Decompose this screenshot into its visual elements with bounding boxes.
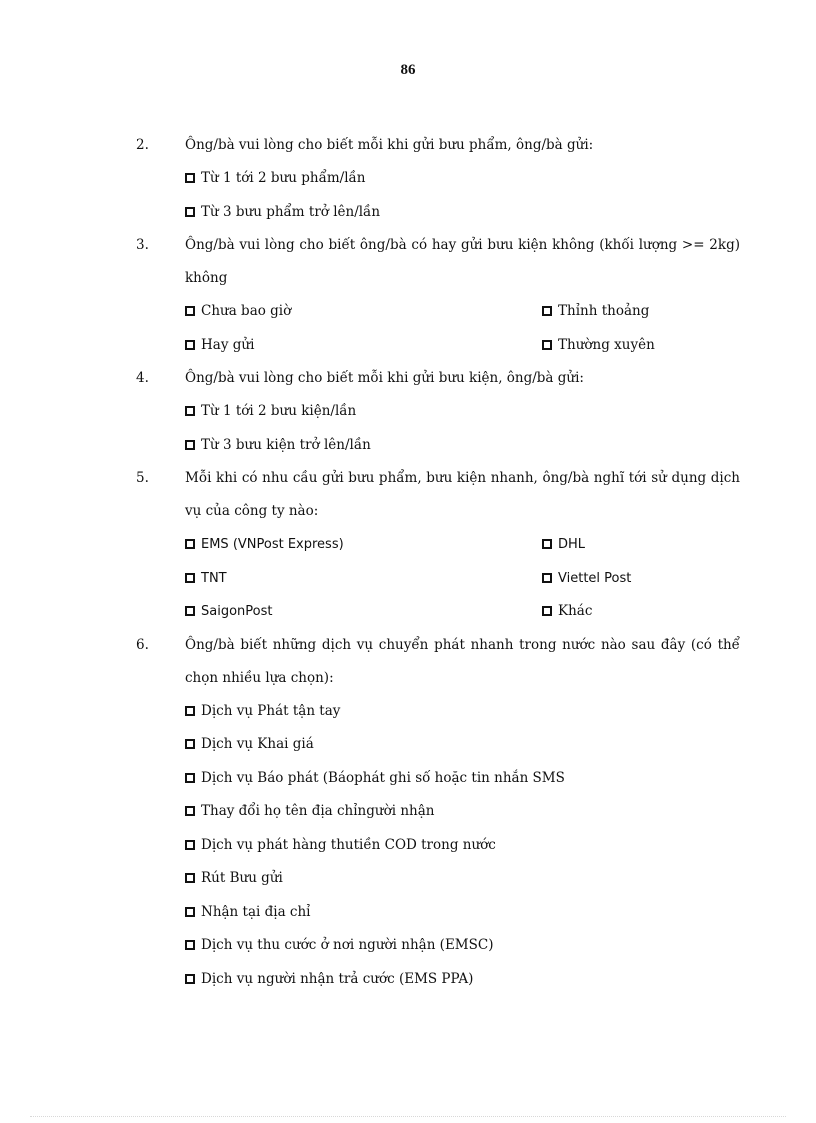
question-text: Ông/bà vui lòng cho biết mỗi khi gửi bưu kiện, ông/bà gửi: — [185, 370, 584, 386]
checkbox-icon[interactable] — [542, 573, 552, 583]
option-label: Khác — [558, 603, 593, 619]
checkbox-icon[interactable] — [185, 974, 195, 984]
question-number: 2. — [136, 137, 149, 153]
option-label: Dịch vụ phát hàng thutiền COD trong nước — [201, 836, 496, 853]
checkbox-icon[interactable] — [185, 573, 195, 583]
option[interactable] — [185, 562, 227, 596]
option-label: Chưa bao giờ — [201, 303, 292, 319]
checkbox-icon[interactable] — [542, 606, 552, 616]
page-bottom-divider — [30, 1116, 786, 1117]
checkbox-icon[interactable] — [185, 539, 195, 549]
option[interactable] — [185, 862, 283, 896]
checkbox-icon[interactable] — [185, 440, 195, 450]
option-label: TNT — [201, 570, 227, 586]
option-label: Từ 3 bưu kiện trở lên/lần — [201, 436, 371, 453]
option[interactable] — [185, 595, 272, 629]
option[interactable] — [185, 528, 344, 562]
option-label: Thay đổi họ tên địa chỉngười nhận — [201, 803, 435, 819]
page-number: 86 — [400, 62, 416, 78]
question-4 — [0, 362, 816, 395]
option[interactable] — [185, 963, 473, 997]
option-label: EMS (VNPost Express) — [201, 537, 344, 552]
checkbox-icon[interactable] — [185, 907, 195, 917]
option[interactable] — [185, 329, 254, 363]
checkbox-icon[interactable] — [185, 773, 195, 783]
option[interactable] — [185, 196, 380, 230]
option-label: Dịch vụ Báo phát (Báophát ghi số hoặc tin nhắn SMS — [201, 769, 565, 786]
checkbox-icon[interactable] — [185, 340, 195, 350]
option[interactable] — [185, 795, 434, 829]
question-3 — [0, 229, 816, 295]
option-label: Thường xuyên — [558, 336, 655, 353]
question-6 — [0, 629, 816, 695]
question-2 — [0, 129, 816, 162]
option[interactable] — [542, 595, 592, 629]
checkbox-icon[interactable] — [185, 840, 195, 850]
option[interactable] — [542, 329, 655, 363]
question-number: 4. — [136, 370, 149, 386]
checkbox-icon[interactable] — [542, 306, 552, 316]
question-5 — [0, 462, 816, 528]
option[interactable] — [185, 695, 340, 729]
option-label: Từ 1 tới 2 bưu phẩm/lần — [201, 170, 366, 186]
checkbox-icon[interactable] — [185, 207, 195, 217]
option[interactable] — [185, 762, 565, 796]
checkbox-icon[interactable] — [185, 806, 195, 816]
option-label: Thỉnh thoảng — [558, 303, 650, 319]
question-number: 3. — [136, 237, 149, 253]
checkbox-icon[interactable] — [185, 306, 195, 316]
option[interactable] — [185, 429, 371, 463]
checkbox-icon[interactable] — [185, 873, 195, 883]
option[interactable] — [542, 528, 585, 562]
option[interactable] — [185, 829, 496, 863]
checkbox-icon[interactable] — [542, 340, 552, 350]
checkbox-icon[interactable] — [185, 706, 195, 716]
option[interactable] — [185, 896, 311, 930]
option-label: Dịch vụ Khai giá — [201, 736, 314, 752]
option-label: Rút Bưu gửi — [201, 870, 283, 886]
question-number: 6. — [136, 636, 149, 653]
option[interactable] — [542, 562, 631, 596]
option-label: Từ 3 bưu phẩm trở lên/lần — [201, 203, 381, 220]
checkbox-icon[interactable] — [185, 606, 195, 616]
questionnaire — [0, 129, 816, 996]
question-text: Ông/bà vui lòng cho biết mỗi khi gửi bưu phẩm, ông/bà gửi: — [185, 137, 594, 153]
option-label: DHL — [558, 537, 586, 552]
option-label: Viettel Post — [558, 570, 632, 586]
checkbox-icon[interactable] — [542, 539, 552, 549]
option-label: Dịch vụ người nhận trả cước (EMS PPA) — [201, 970, 474, 987]
option[interactable] — [185, 162, 365, 196]
option[interactable] — [185, 929, 493, 963]
checkbox-icon[interactable] — [185, 940, 195, 950]
option-label: SaigonPost — [201, 604, 273, 619]
question-number: 5. — [136, 470, 149, 486]
option-label: Hay gửi — [201, 336, 255, 353]
checkbox-icon[interactable] — [185, 406, 195, 416]
question-text: Ông/bà biết những dịch vụ chuyển phát nhanh trong nước nào sau đây (có thể chọn nhiều lựa chọn): — [185, 636, 740, 686]
checkbox-icon[interactable] — [185, 173, 195, 183]
option[interactable] — [185, 728, 314, 762]
question-text: Mỗi khi có nhu cầu gửi bưu phẩm, bưu kiện nhanh, ông/bà nghĩ tới sử dụng dịch vụ của công ty nào: — [185, 470, 740, 519]
option-label: Dịch vụ Phát tận tay — [201, 702, 341, 719]
question-text: Ông/bà vui lòng cho biết ông/bà có hay gửi bưu kiện không (khối lượng >= 2kg) không — [185, 237, 740, 286]
option[interactable] — [185, 395, 356, 429]
option[interactable] — [185, 295, 291, 329]
option-label: Từ 1 tới 2 bưu kiện/lần — [201, 403, 357, 419]
option-label: Nhận tại địa chỉ — [201, 903, 311, 920]
option[interactable] — [542, 295, 649, 329]
option-label: Dịch vụ thu cước ở nơi người nhận (EMSC) — [201, 937, 494, 953]
checkbox-icon[interactable] — [185, 739, 195, 749]
